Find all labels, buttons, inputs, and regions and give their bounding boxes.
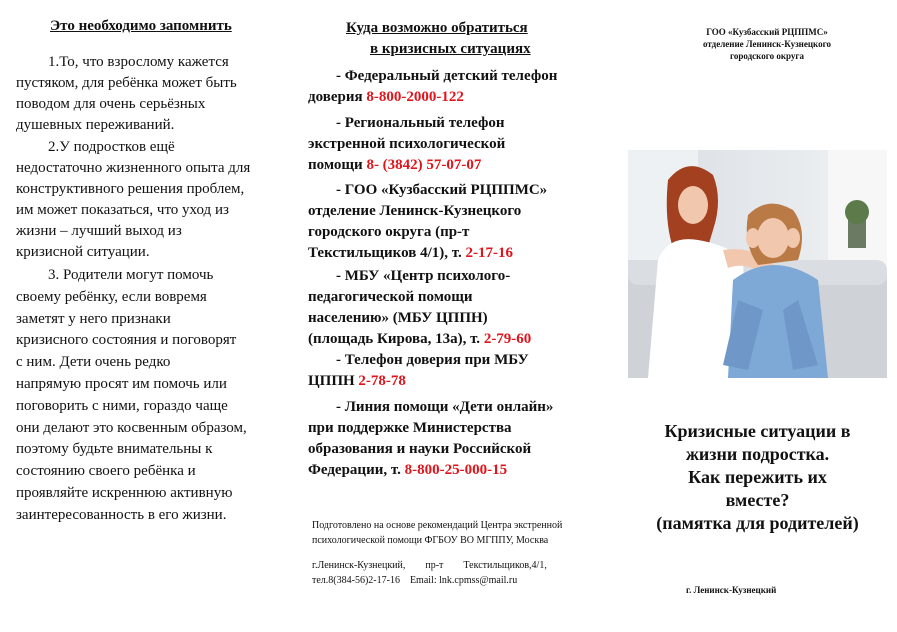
contact-mbu-cppn: - МБУ «Центр психолого- педагогической помощи населению» (МБУ ЦППН) (площадь Кирова, 13а), т. 2-79-60 [308, 268, 532, 347]
left-heading: Это необходимо запомнить [50, 18, 232, 34]
organization-header: ГОО «Кузбасский РЦППМС» отделение Ленинск-Кузнецкого городского округа [703, 27, 831, 61]
parent-teen-photo [628, 150, 887, 378]
phone-number[interactable]: 2-17-16 [465, 245, 514, 261]
contact-children-online: - Линия помощи «Дети онлайн» при поддержке Министерства образования и науки Российской Федерации, т. 8-800-25-000-15 [308, 399, 554, 478]
city-label: г. Ленинск-Кузнецкий [686, 585, 777, 595]
credits: Подготовлено на основе рекомендаций Центра экстренной психологической помощи ФГБОУ ВО МГППУ, Москва г.Ленинск-Кузнецкий, пр-т Текстильщиков,4/1, тел.8(384-56)2-17-16 Email: lnk.cpmss@mail.ru [312, 520, 563, 586]
point-2: 2.У подростков ещё недостаточно жизненного опыта для конструктивного решения проблем, им может показаться, что уход из жизни – лучший выход из кризисной ситуации. [16, 139, 251, 260]
middle-heading: Куда возможно обратиться в кризисных ситуациях [346, 20, 531, 57]
phone-number[interactable]: 8- (3842) 57-07-07 [366, 157, 482, 173]
contact-federal-helpline: - Федеральный детский телефон доверия 8-800-2000-122 [308, 68, 558, 105]
phone-number[interactable]: 2-78-78 [358, 373, 406, 389]
contact-cppn-trust-line: - Телефон доверия при МБУ ЦППН 2-78-78 [308, 352, 529, 389]
brochure-title: Кризисные ситуации в жизни подростка. Как пережить их вместе? (памятка для родителей) [656, 421, 859, 533]
phone-number[interactable]: 8-800-25-000-15 [404, 462, 508, 478]
phone-number[interactable]: 8-800-2000-122 [366, 89, 464, 105]
point-1: 1.То, что взрослому кажется пустяком, для ребёнка может быть поводом для очень серьёзных душевных переживаний. [16, 54, 237, 133]
contact-goo-rcppms: - ГОО «Кузбасский РЦППМС» отделение Ленинск-Кузнецкого городского округа (пр-т Текстильщиков 4/1), т. 2-17-16 [308, 182, 548, 261]
contact-regional-helpline: - Региональный телефон экстренной психологической помощи 8- (3842) 57-07-07 [308, 115, 506, 173]
phone-number[interactable]: 2-79-60 [483, 331, 532, 347]
photo-illustration [628, 150, 887, 378]
point-3: 3. Родители могут помочь своему ребёнку, если вовремя заметят у него признаки кризисного состояния и поговорят с ним. Дети очень редко напрямую просят им помочь или поговорить с ними, гораздо чаще они делают это косвенным образом, поэтому будьте внимательны к состоянию своего ребёнка и проявляйте искреннюю активную заинтересованность в его жизни. [16, 267, 247, 523]
